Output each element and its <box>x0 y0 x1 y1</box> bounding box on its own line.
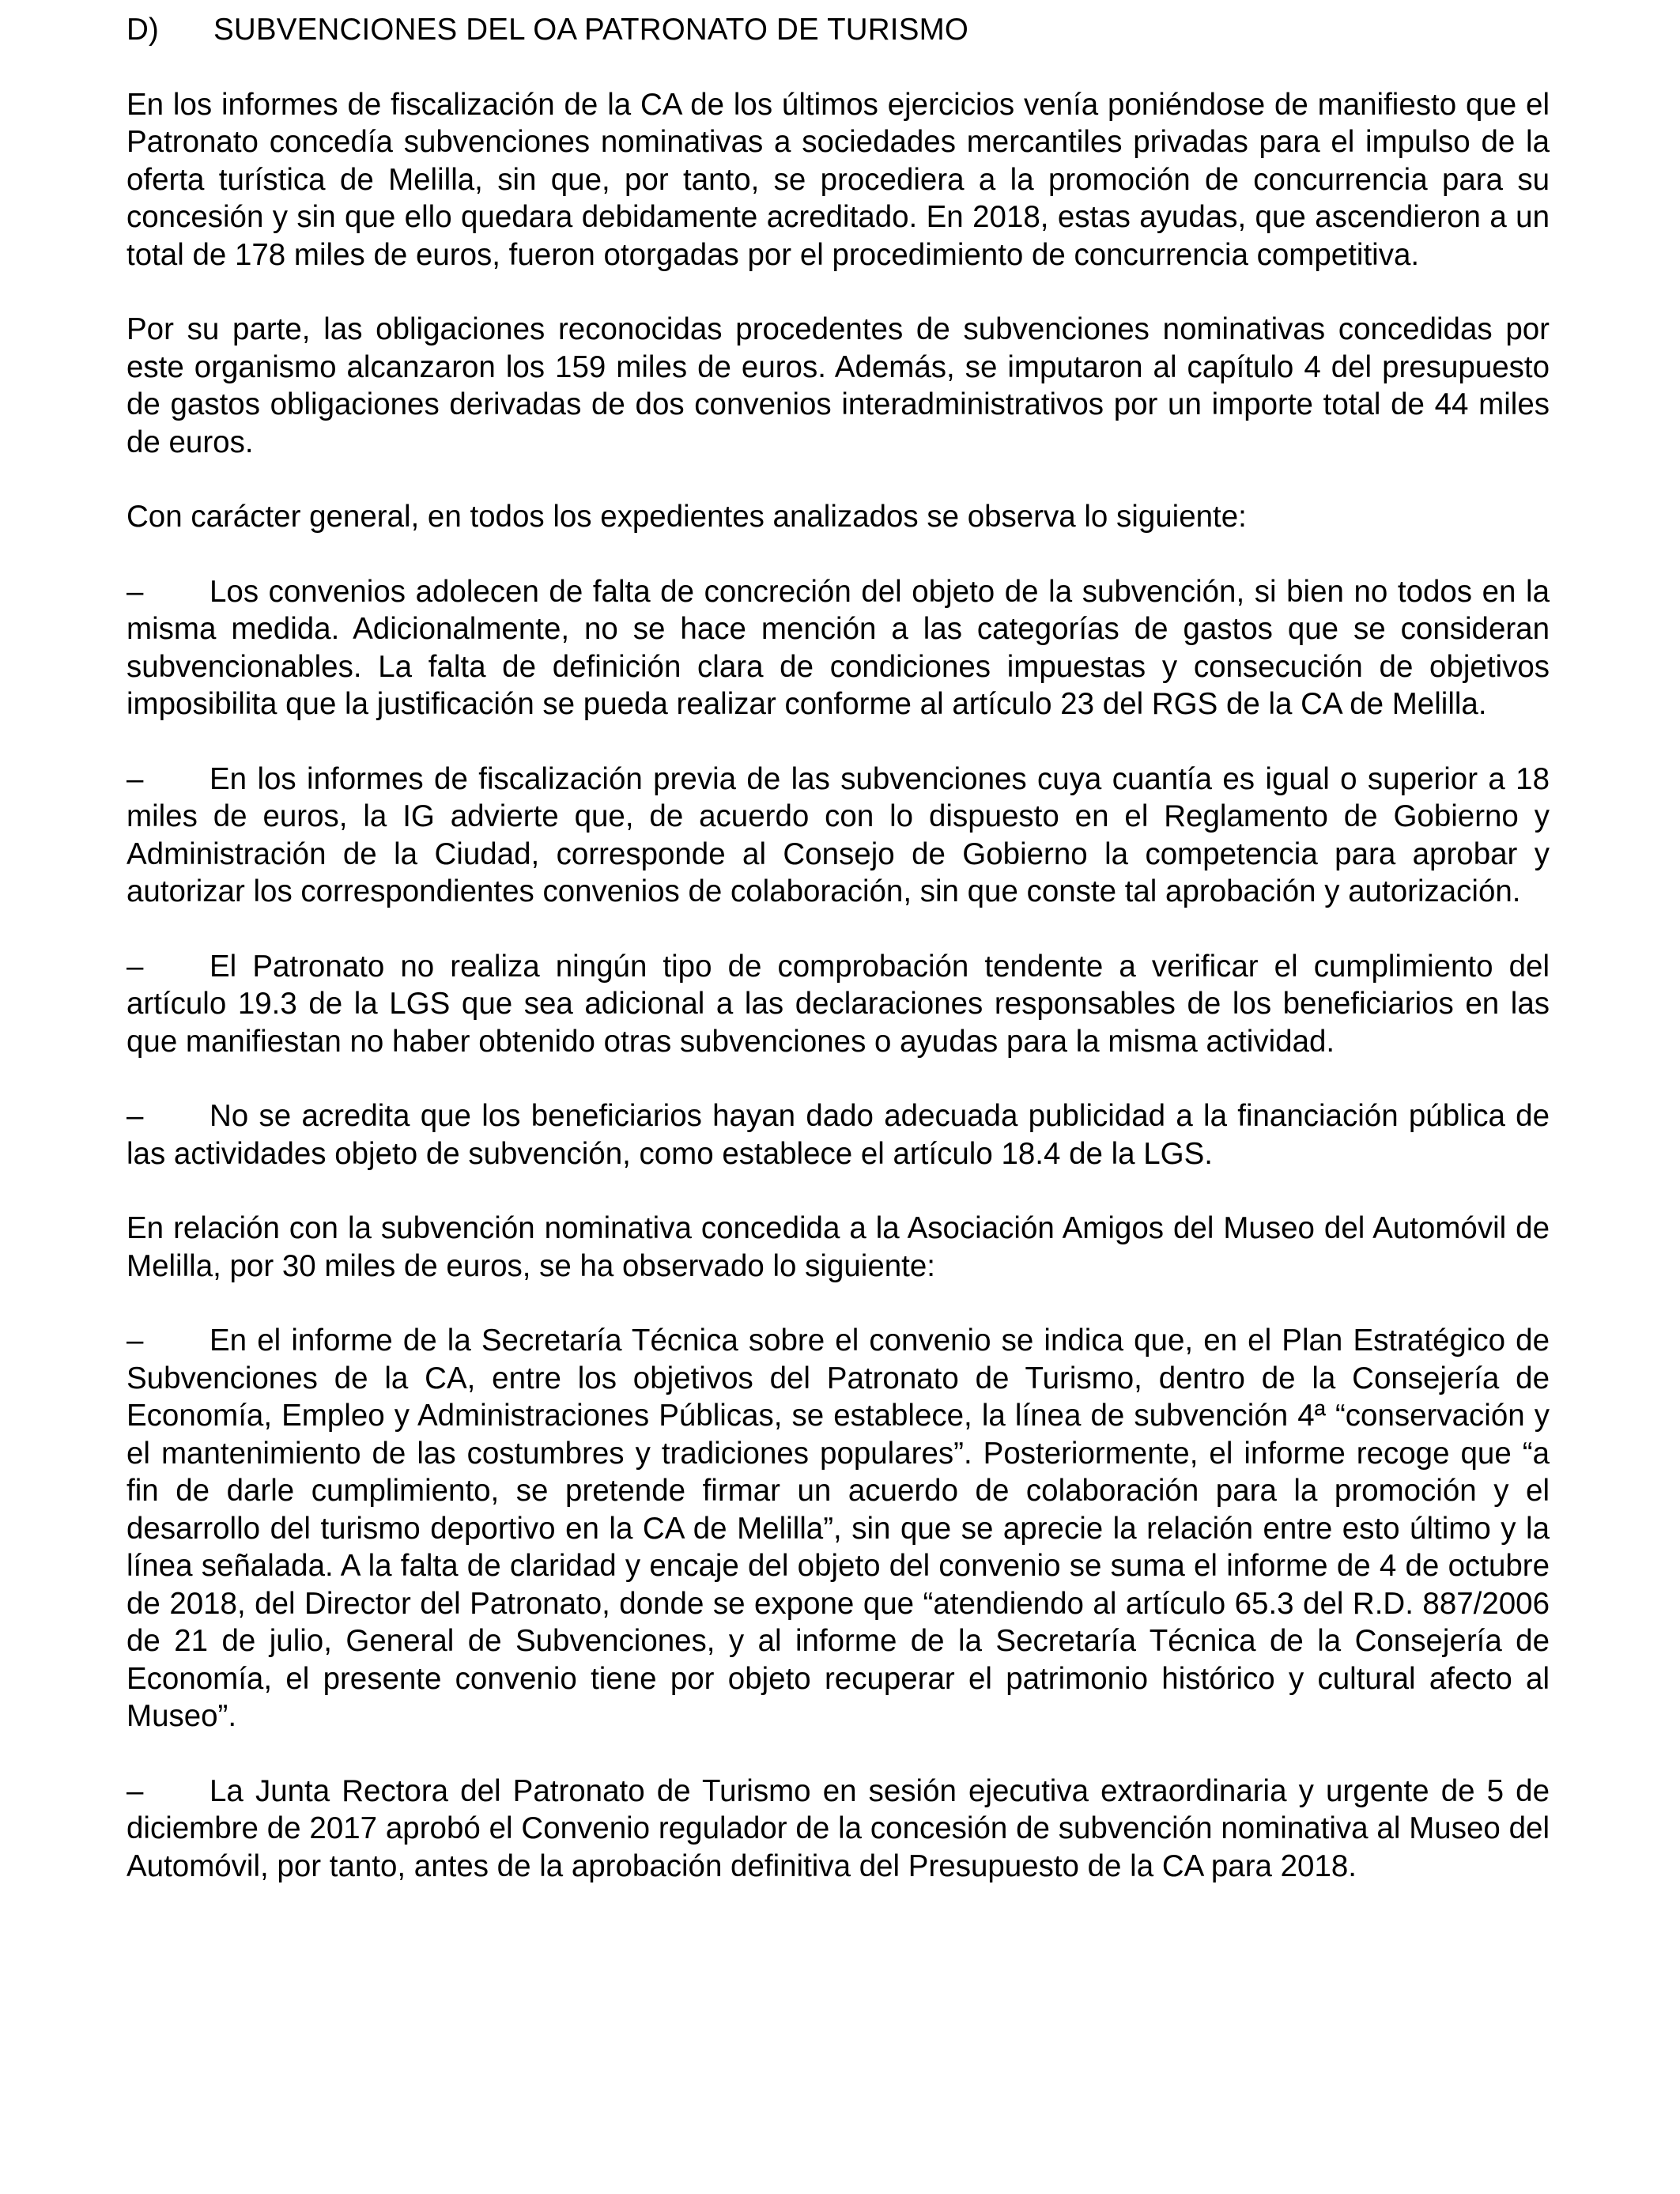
bullet-text: En el informe de la Secretaría Técnica sobre el convenio se indica que, en el Plan Estratégico de Subvenciones de la CA, entre los objetivos del Patronato de Turismo, dentro de la Consejería de Economía, Empleo y Administraciones Públicas, se establece, la línea de subvención 4ª “conservación y el mantenimiento de las costumbres y tradiciones populares”. Posteriormente, el informe recoge que “a fin de darle cumplimiento, se pretende firmar un acuerdo de colaboración para la promoción y el desarrollo del turismo deportivo en la CA de Melilla”, sin que se aprecie la relación entre esto último y la línea señalada. A la falta de claridad y encaje del objeto del convenio se suma el informe de 4 de octubre de 2018, del Director del Patronato, donde se expone que “atendiendo al artículo 65.3 del R.D. 887/2006 de 21 de julio, General de Subvenciones, y al informe de la Secretaría Técnica de la Consejería de Economía, el presente convenio tiene por objeto recuperar el patrimonio histórico y cultural afecto al Museo”. <box>126 1324 1550 1733</box>
paragraph-obligations: Por su parte, las obligaciones reconocidas procedentes de subvenciones nominativas concedidas por este organismo alcanzaron los 159 miles de euros. Además, se imputaron al capítulo 4 del presupuesto de gastos obligaciones derivadas de dos convenios interadministrativos por un importe total de 44 miles de euros. <box>126 312 1550 459</box>
paragraph-general: Con carácter general, en todos los expedientes analizados se observa lo siguiente: <box>126 500 1247 534</box>
section-letter: D) <box>126 13 160 47</box>
dash-marker: – <box>126 1324 144 1358</box>
section-heading <box>126 11 1550 49</box>
document-page <box>126 11 1550 1922</box>
dash-marker: – <box>126 949 144 984</box>
bullet-item <box>126 1322 1550 1735</box>
bullet-item <box>126 948 1550 1061</box>
bullet-text: El Patronato no realiza ningún tipo de comprobación tendente a verificar el cumplimiento del artículo 19.3 de la LGS que sea adicional a las declaraciones responsables de los beneficiarios en las que manifiestan no haber obtenido otras subvenciones o ayudas para la misma actividad. <box>126 949 1550 1059</box>
bullet-item <box>126 1097 1550 1173</box>
bullet-text: Los convenios adolecen de falta de concreción del objeto de la subvención, si bien no todos en la misma medida. Adicionalmente, no se hace mención a las categorías de gastos que se consideran subvencionables. La falta de definición clara de condiciones impuestas y consecución de objetivos imposibilita que la justificación se pueda realizar conforme al artículo 23 del RGS de la CA de Melilla. <box>126 574 1550 721</box>
paragraph-intro: En los informes de fiscalización de la CA de los últimos ejercicios venía poniéndose de manifiesto que el Patronato concedía subvenciones nominativas a sociedades mercantiles privadas para el impulso de la oferta turística de Melilla, sin que, por tanto, se procediera a la promoción de concurrencia para su concesión y sin que ello quedara debidamente acreditado. En 2018, estas ayudas, que ascendieron a un total de 178 miles de euros, fueron otorgadas por el procedimiento de concurrencia competitiva. <box>126 87 1550 272</box>
bullet-text: No se acredita que los beneficiarios hayan dado adecuada publicidad a la financiación pública de las actividades objeto de subvención, como establece el artículo 18.4 de la LGS. <box>126 1099 1550 1171</box>
bullet-item <box>126 761 1550 911</box>
bullet-item <box>126 1773 1550 1886</box>
bullet-item <box>126 573 1550 723</box>
dash-marker: – <box>126 1099 144 1133</box>
section-title: SUBVENCIONES DEL OA PATRONATO DE TURISMO <box>213 13 968 47</box>
dash-marker: – <box>126 1773 144 1808</box>
dash-marker: – <box>126 761 144 796</box>
paragraph-museum-intro: En relación con la subvención nominativa concedida a la Asociación Amigos del Museo del Automóvil de Melilla, por 30 miles de euros, se ha observado lo siguiente: <box>126 1211 1550 1283</box>
bullet-text: La Junta Rectora del Patronato de Turismo en sesión ejecutiva extraordinaria y urgente de 5 de diciembre de 2017 aprobó el Convenio regulador de la concesión de subvención nominativa al Museo del Automóvil, por tanto, antes de la aprobación definitiva del Presupuesto de la CA para 2018. <box>126 1773 1550 1883</box>
bullet-text: En los informes de fiscalización previa de las subvenciones cuya cuantía es igual o superior a 18 miles de euros, la IG advierte que, de acuerdo con lo dispuesto en el Reglamento de Gobierno y Administración de la Ciudad, corresponde al Consejo de Gobierno la competencia para aprobar y autorizar los correspondientes convenios de colaboración, sin que conste tal aprobación y autorización. <box>126 761 1550 908</box>
dash-marker: – <box>126 574 144 609</box>
